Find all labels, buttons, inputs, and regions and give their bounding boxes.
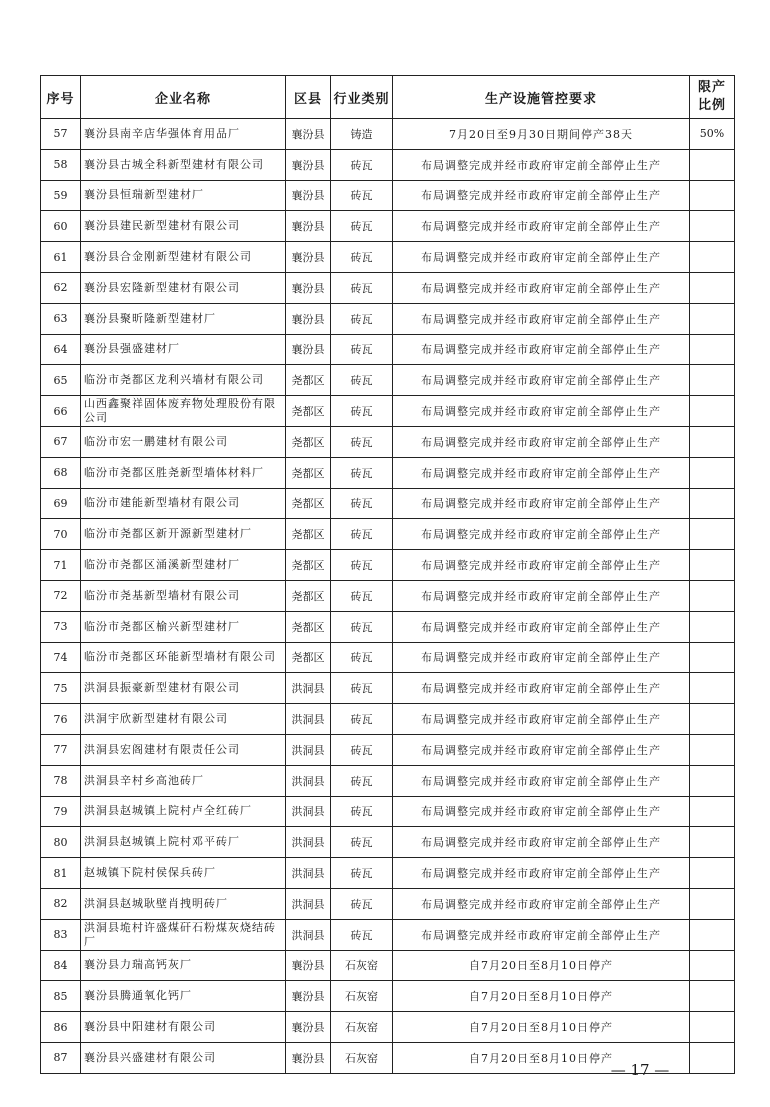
enterprise-table-container: [40, 75, 735, 1074]
table-row: [41, 211, 735, 242]
header-name: 企业名称: [81, 76, 286, 119]
cell-name: 襄汾县宏隆新型建材有限公司: [81, 272, 286, 303]
cell-name: 襄汾县南辛店华强体育用品厂: [81, 119, 286, 150]
cell-district: 尧都区: [286, 488, 331, 519]
table-row: [41, 950, 735, 981]
cell-ratio: [690, 858, 735, 889]
cell-industry: 砖瓦: [331, 180, 393, 211]
table-row: [41, 303, 735, 334]
cell-name: 洪洞县赵城镇上院村卢全红砖厂: [81, 796, 286, 827]
cell-district: 尧都区: [286, 396, 331, 427]
cell-district: 襄汾县: [286, 211, 331, 242]
cell-industry: 砖瓦: [331, 457, 393, 488]
cell-requirement: 布局调整完成并经市政府审定前全部停止生产: [393, 457, 690, 488]
cell-no: 86: [41, 1012, 81, 1043]
table-row: [41, 365, 735, 396]
cell-no: 60: [41, 211, 81, 242]
cell-ratio: [690, 396, 735, 427]
cell-district: 尧都区: [286, 580, 331, 611]
cell-district: 洪洞县: [286, 734, 331, 765]
cell-requirement: 布局调整完成并经市政府审定前全部停止生产: [393, 673, 690, 704]
table-row: [41, 242, 735, 273]
cell-ratio: [690, 180, 735, 211]
table-row: [41, 550, 735, 581]
cell-ratio: [690, 1042, 735, 1073]
cell-requirement: 布局调整完成并经市政府审定前全部停止生产: [393, 365, 690, 396]
cell-ratio: [690, 1012, 735, 1043]
cell-industry: 砖瓦: [331, 519, 393, 550]
cell-name: 临汾市尧都区涌溪新型建材厂: [81, 550, 286, 581]
cell-ratio: [690, 673, 735, 704]
cell-no: 63: [41, 303, 81, 334]
cell-district: 襄汾县: [286, 981, 331, 1012]
table-row: [41, 827, 735, 858]
cell-name: 襄汾县兴盛建材有限公司: [81, 1042, 286, 1073]
cell-industry: 石灰窑: [331, 981, 393, 1012]
table-row: [41, 180, 735, 211]
cell-no: 66: [41, 396, 81, 427]
cell-name: 襄汾县腾通氧化钙厂: [81, 981, 286, 1012]
table-row: [41, 580, 735, 611]
cell-name: 洪洞县宏阁建材有限责任公司: [81, 734, 286, 765]
table-row: [41, 272, 735, 303]
cell-requirement: 布局调整完成并经市政府审定前全部停止生产: [393, 334, 690, 365]
cell-ratio: [690, 827, 735, 858]
cell-ratio: [690, 303, 735, 334]
cell-name: 临汾市尧都区新开源新型建材厂: [81, 519, 286, 550]
table-row: [41, 642, 735, 673]
table-row: [41, 119, 735, 150]
table-body: [41, 119, 735, 1074]
cell-district: 襄汾县: [286, 180, 331, 211]
cell-industry: 砖瓦: [331, 704, 393, 735]
cell-industry: 石灰窑: [331, 1042, 393, 1073]
cell-no: 79: [41, 796, 81, 827]
cell-no: 82: [41, 888, 81, 919]
cell-ratio: [690, 242, 735, 273]
cell-industry: 砖瓦: [331, 149, 393, 180]
cell-name: 洪洞县振豪新型建材有限公司: [81, 673, 286, 704]
cell-district: 襄汾县: [286, 242, 331, 273]
cell-no: 64: [41, 334, 81, 365]
cell-requirement: 布局调整完成并经市政府审定前全部停止生产: [393, 303, 690, 334]
cell-industry: 砖瓦: [331, 365, 393, 396]
cell-district: 洪洞县: [286, 796, 331, 827]
cell-no: 83: [41, 919, 81, 950]
cell-industry: 砖瓦: [331, 334, 393, 365]
table-row: [41, 981, 735, 1012]
cell-industry: 砖瓦: [331, 919, 393, 950]
cell-no: 69: [41, 488, 81, 519]
table-row: [41, 334, 735, 365]
cell-name: 襄汾县合金刚新型建材有限公司: [81, 242, 286, 273]
cell-district: 襄汾县: [286, 272, 331, 303]
cell-industry: 砖瓦: [331, 827, 393, 858]
cell-name: 洪洞县垝村许盛煤矸石粉煤灰烧结砖厂: [81, 919, 286, 950]
cell-district: 尧都区: [286, 426, 331, 457]
cell-ratio: [690, 211, 735, 242]
cell-name: 临汾市尧都区环能新型墙材有限公司: [81, 642, 286, 673]
table-row: [41, 426, 735, 457]
cell-ratio: [690, 550, 735, 581]
cell-district: 襄汾县: [286, 334, 331, 365]
cell-district: 洪洞县: [286, 888, 331, 919]
cell-name: 临汾市尧都区榆兴新型建材厂: [81, 611, 286, 642]
table-row: [41, 611, 735, 642]
header-district: 区县: [286, 76, 331, 119]
cell-no: 75: [41, 673, 81, 704]
table-row: [41, 1012, 735, 1043]
page-number: — 17 —: [610, 1061, 670, 1079]
cell-industry: 砖瓦: [331, 673, 393, 704]
cell-industry: 砖瓦: [331, 888, 393, 919]
cell-requirement: 布局调整完成并经市政府审定前全部停止生产: [393, 642, 690, 673]
cell-requirement: 自7月20日至8月10日停产: [393, 981, 690, 1012]
cell-district: 襄汾县: [286, 950, 331, 981]
cell-industry: 铸造: [331, 119, 393, 150]
cell-district: 洪洞县: [286, 704, 331, 735]
cell-no: 87: [41, 1042, 81, 1073]
cell-industry: 石灰窑: [331, 950, 393, 981]
cell-requirement: 布局调整完成并经市政府审定前全部停止生产: [393, 180, 690, 211]
cell-name: 临汾市宏一鹏建材有限公司: [81, 426, 286, 457]
cell-district: 襄汾县: [286, 149, 331, 180]
cell-ratio: [690, 365, 735, 396]
header-ratio: [690, 76, 735, 119]
cell-no: 81: [41, 858, 81, 889]
cell-ratio: 50%: [690, 119, 735, 150]
cell-name: 山西鑫聚祥固体废弃物处理股份有限公司: [81, 396, 286, 427]
cell-industry: 砖瓦: [331, 303, 393, 334]
cell-industry: 砖瓦: [331, 426, 393, 457]
cell-district: 襄汾县: [286, 303, 331, 334]
cell-no: 62: [41, 272, 81, 303]
cell-name: 襄汾县强盛建材厂: [81, 334, 286, 365]
cell-requirement: 布局调整完成并经市政府审定前全部停止生产: [393, 396, 690, 427]
cell-name: 襄汾县恒瑞新型建材厂: [81, 180, 286, 211]
cell-ratio: [690, 426, 735, 457]
cell-industry: 砖瓦: [331, 580, 393, 611]
header-ratio-line2: 比例: [697, 98, 726, 113]
cell-requirement: 布局调整完成并经市政府审定前全部停止生产: [393, 242, 690, 273]
cell-requirement: 自7月20日至8月10日停产: [393, 1042, 690, 1073]
cell-ratio: [690, 272, 735, 303]
cell-no: 57: [41, 119, 81, 150]
table-row: [41, 919, 735, 950]
cell-district: 尧都区: [286, 550, 331, 581]
cell-no: 70: [41, 519, 81, 550]
cell-ratio: [690, 457, 735, 488]
cell-industry: 砖瓦: [331, 796, 393, 827]
cell-district: 襄汾县: [286, 119, 331, 150]
cell-ratio: [690, 981, 735, 1012]
cell-district: 襄汾县: [286, 1012, 331, 1043]
cell-name: 临汾市尧都区龙利兴墙材有限公司: [81, 365, 286, 396]
enterprise-table: [40, 75, 735, 1074]
cell-district: 洪洞县: [286, 919, 331, 950]
cell-no: 84: [41, 950, 81, 981]
cell-requirement: 布局调整完成并经市政府审定前全部停止生产: [393, 211, 690, 242]
cell-district: 尧都区: [286, 611, 331, 642]
cell-name: 襄汾县聚昕隆新型建材厂: [81, 303, 286, 334]
table-row: [41, 888, 735, 919]
cell-ratio: [690, 642, 735, 673]
cell-district: 洪洞县: [286, 765, 331, 796]
cell-ratio: [690, 334, 735, 365]
cell-name: 襄汾县建民新型建材有限公司: [81, 211, 286, 242]
cell-no: 74: [41, 642, 81, 673]
cell-no: 67: [41, 426, 81, 457]
table-row: [41, 488, 735, 519]
cell-name: 洪洞县辛村乡高池砖厂: [81, 765, 286, 796]
cell-no: 77: [41, 734, 81, 765]
table-row: [41, 765, 735, 796]
cell-requirement: 布局调整完成并经市政府审定前全部停止生产: [393, 426, 690, 457]
cell-requirement: 布局调整完成并经市政府审定前全部停止生产: [393, 519, 690, 550]
cell-ratio: [690, 734, 735, 765]
cell-industry: 砖瓦: [331, 734, 393, 765]
cell-industry: 石灰窑: [331, 1012, 393, 1043]
table-header-row: [41, 76, 735, 119]
cell-requirement: 布局调整完成并经市政府审定前全部停止生产: [393, 796, 690, 827]
cell-name: 襄汾县古城全科新型建材有限公司: [81, 149, 286, 180]
cell-ratio: [690, 704, 735, 735]
cell-district: 尧都区: [286, 519, 331, 550]
cell-no: 71: [41, 550, 81, 581]
table-row: [41, 149, 735, 180]
cell-industry: 砖瓦: [331, 211, 393, 242]
cell-ratio: [690, 519, 735, 550]
table-row: [41, 457, 735, 488]
cell-name: 临汾市建能新型墙材有限公司: [81, 488, 286, 519]
cell-industry: 砖瓦: [331, 642, 393, 673]
cell-requirement: 布局调整完成并经市政府审定前全部停止生产: [393, 919, 690, 950]
table-row: [41, 704, 735, 735]
cell-ratio: [690, 888, 735, 919]
cell-requirement: 布局调整完成并经市政府审定前全部停止生产: [393, 611, 690, 642]
cell-industry: 砖瓦: [331, 242, 393, 273]
cell-ratio: [690, 950, 735, 981]
cell-name: 襄汾县中阳建材有限公司: [81, 1012, 286, 1043]
cell-district: 尧都区: [286, 457, 331, 488]
cell-name: 洪洞宇欣新型建材有限公司: [81, 704, 286, 735]
cell-district: 洪洞县: [286, 858, 331, 889]
cell-no: 73: [41, 611, 81, 642]
cell-name: 襄汾县力瑞高钙灰厂: [81, 950, 286, 981]
cell-requirement: 7月20日至9月30日期间停产38天: [393, 119, 690, 150]
cell-no: 68: [41, 457, 81, 488]
cell-no: 78: [41, 765, 81, 796]
cell-requirement: 自7月20日至8月10日停产: [393, 950, 690, 981]
cell-ratio: [690, 488, 735, 519]
header-requirement: 生产设施管控要求: [393, 76, 690, 119]
cell-industry: 砖瓦: [331, 858, 393, 889]
cell-no: 61: [41, 242, 81, 273]
header-ratio-line1: 限产: [697, 80, 726, 95]
table-row: [41, 519, 735, 550]
cell-district: 尧都区: [286, 365, 331, 396]
cell-name: 临汾市尧都区胜尧新型墙体材料厂: [81, 457, 286, 488]
cell-requirement: 布局调整完成并经市政府审定前全部停止生产: [393, 827, 690, 858]
table-row: [41, 858, 735, 889]
cell-requirement: 布局调整完成并经市政府审定前全部停止生产: [393, 858, 690, 889]
table-row: [41, 673, 735, 704]
cell-industry: 砖瓦: [331, 272, 393, 303]
cell-industry: 砖瓦: [331, 396, 393, 427]
cell-no: 58: [41, 149, 81, 180]
cell-no: 76: [41, 704, 81, 735]
cell-district: 尧都区: [286, 642, 331, 673]
cell-requirement: 自7月20日至8月10日停产: [393, 1012, 690, 1043]
cell-ratio: [690, 919, 735, 950]
cell-requirement: 布局调整完成并经市政府审定前全部停止生产: [393, 704, 690, 735]
cell-district: 襄汾县: [286, 1042, 331, 1073]
cell-ratio: [690, 580, 735, 611]
cell-requirement: 布局调整完成并经市政府审定前全部停止生产: [393, 272, 690, 303]
cell-no: 65: [41, 365, 81, 396]
cell-industry: 砖瓦: [331, 488, 393, 519]
cell-name: 赵城镇下院村侯保兵砖厂: [81, 858, 286, 889]
cell-requirement: 布局调整完成并经市政府审定前全部停止生产: [393, 765, 690, 796]
cell-requirement: 布局调整完成并经市政府审定前全部停止生产: [393, 550, 690, 581]
table-row: [41, 734, 735, 765]
table-row: [41, 396, 735, 427]
header-industry: 行业类别: [331, 76, 393, 119]
cell-requirement: 布局调整完成并经市政府审定前全部停止生产: [393, 149, 690, 180]
cell-requirement: 布局调整完成并经市政府审定前全部停止生产: [393, 488, 690, 519]
cell-industry: 砖瓦: [331, 765, 393, 796]
cell-ratio: [690, 149, 735, 180]
table-row: [41, 796, 735, 827]
cell-no: 59: [41, 180, 81, 211]
cell-district: 洪洞县: [286, 827, 331, 858]
cell-name: 临汾市尧基新型墙材有限公司: [81, 580, 286, 611]
cell-industry: 砖瓦: [331, 550, 393, 581]
cell-name: 洪洞县赵城镇上院村邓平砖厂: [81, 827, 286, 858]
cell-requirement: 布局调整完成并经市政府审定前全部停止生产: [393, 580, 690, 611]
cell-no: 80: [41, 827, 81, 858]
cell-no: 72: [41, 580, 81, 611]
cell-no: 85: [41, 981, 81, 1012]
header-no: 序号: [41, 76, 81, 119]
cell-name: 洪洞县赵城耿壁肖拽明砖厂: [81, 888, 286, 919]
cell-ratio: [690, 765, 735, 796]
cell-ratio: [690, 611, 735, 642]
cell-requirement: 布局调整完成并经市政府审定前全部停止生产: [393, 888, 690, 919]
cell-district: 洪洞县: [286, 673, 331, 704]
cell-industry: 砖瓦: [331, 611, 393, 642]
cell-ratio: [690, 796, 735, 827]
cell-requirement: 布局调整完成并经市政府审定前全部停止生产: [393, 734, 690, 765]
